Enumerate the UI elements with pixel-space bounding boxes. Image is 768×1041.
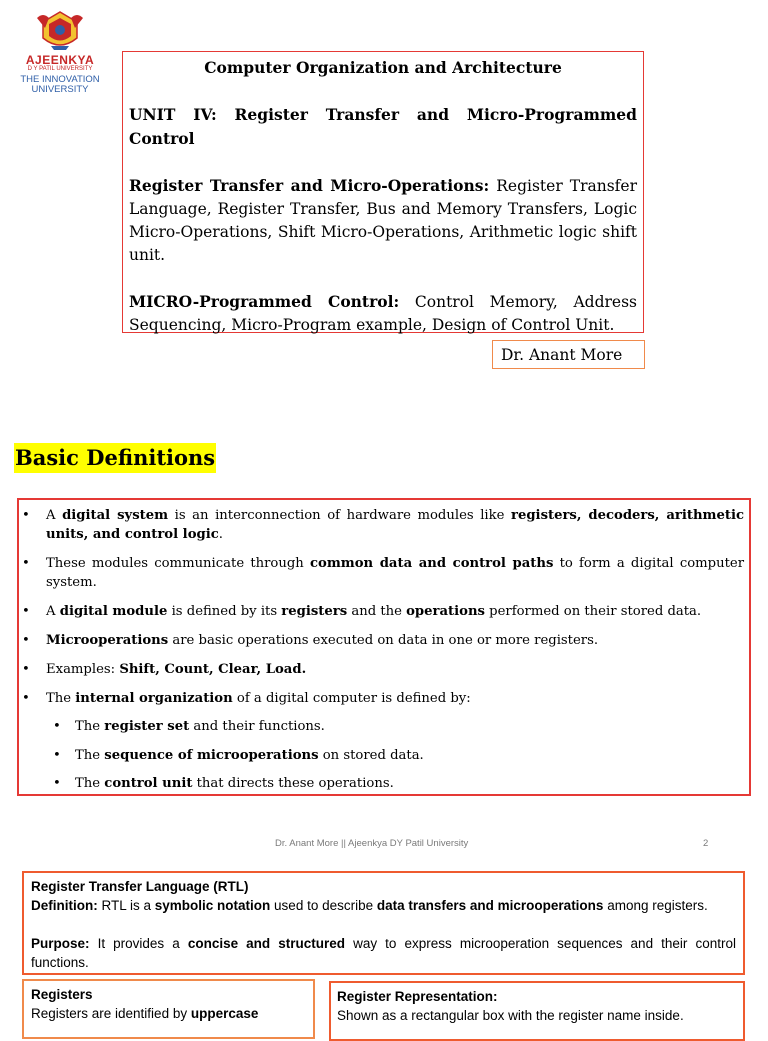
bullet-icon: • (22, 556, 30, 571)
bullet-icon: • (22, 604, 30, 619)
bullet-icon: • (53, 748, 61, 763)
representation-title: Register Representation: (337, 989, 498, 1004)
registers-text (31, 1004, 306, 1023)
section2-label: MICRO-Programmed Control: (129, 292, 400, 311)
unit-title: UNIT IV: Register Transfer and Micro-Programmed Control (129, 105, 637, 148)
text: performed on their stored data. (484, 604, 702, 619)
bold-text: Definition: (31, 898, 98, 913)
bold-text: Purpose: (31, 936, 90, 951)
text: These modules communicate through (46, 556, 310, 571)
section2-text: Control Memory, Address Sequencing, Micro-Program example, Design of Control Unit. (129, 293, 637, 334)
text: used to describe (270, 898, 377, 913)
bold-text: data transfers and microoperations (376, 898, 604, 913)
text: RTL is a (97, 898, 155, 913)
text: and the (347, 604, 407, 619)
logo-tagline-2: UNIVERSITY (31, 84, 89, 95)
text: among registers. (603, 898, 708, 913)
text: Examples: (46, 662, 120, 677)
bold-text: common data and control paths (310, 556, 554, 571)
representation-text: Shown as a rectangular box with the register name inside. (337, 1008, 684, 1023)
section1-label: Register Transfer and Micro-Operations: (129, 176, 490, 195)
bold-text: control unit (104, 776, 193, 791)
text: . (218, 527, 223, 542)
bold-text: internal organization (75, 691, 233, 706)
bullet-icon: • (53, 719, 61, 734)
bold-text: register set (104, 719, 190, 734)
representation-box (329, 981, 745, 1041)
footer-text: Dr. Anant More || Ajeenkya DY Patil University (275, 838, 469, 849)
text: of a digital computer is defined by: (232, 691, 471, 706)
bold-text: symbolic notation (154, 898, 271, 913)
text: The (46, 691, 76, 706)
bold-text: concise and structured (187, 936, 346, 951)
registers-box (22, 979, 315, 1039)
bold-text: operations (406, 604, 485, 619)
bullet-icon: • (22, 691, 30, 706)
logo-name: AJEENKYA (25, 53, 95, 67)
text: to form a digital computer system. (46, 556, 745, 590)
bold-text: digital module (59, 604, 168, 619)
bold-text: Microoperations (46, 633, 169, 648)
university-logo (18, 8, 102, 95)
section1-text: Register Transfer Language, Register Transfer, Bus and Memory Transfers, Logic Micro-Operations, Shift Micro-Operations, Arithmetic logic shift unit. (129, 177, 637, 264)
text: Registers are identified by (31, 1006, 191, 1021)
logo-tagline-1: THE INNOVATION (20, 74, 100, 85)
bold-text: sequence of microoperations (104, 748, 319, 763)
text: The (75, 748, 105, 763)
text: is an interconnection of hardware modules like (168, 508, 511, 523)
rtl-title: Register Transfer Language (RTL) (31, 879, 249, 894)
section-heading: Basic Definitions (14, 443, 216, 473)
bullet-icon: • (22, 662, 30, 677)
text: way to express microoperation sequences and their control functions. (31, 936, 736, 970)
bullet-icon: • (53, 776, 61, 791)
logo-tagline (18, 75, 102, 95)
bold-text: uppercase (190, 1006, 259, 1021)
text: A (46, 508, 63, 523)
bullet-icon: • (22, 633, 30, 648)
bold-text: Shift, Count, Clear, Load. (119, 662, 307, 677)
text: The (75, 719, 105, 734)
definitions-box (17, 498, 751, 796)
section1 (129, 174, 637, 267)
course-title: Computer Organization and Architecture (204, 58, 562, 77)
section2 (129, 290, 637, 337)
text: and their functions. (189, 719, 325, 734)
text: The (75, 776, 105, 791)
page-number: 2 (703, 838, 709, 849)
text: are basic operations executed on data in one or more registers. (168, 633, 599, 648)
rtl-purpose (31, 934, 736, 972)
bold-text: registers (281, 604, 348, 619)
bold-text: registers, decoders, arithmetic units, and control logic (46, 508, 745, 542)
text: on stored data. (318, 748, 424, 763)
logo-sub: D Y PATIL UNIVERSITY (27, 66, 93, 72)
crest-icon (33, 8, 87, 52)
course-title-box (122, 51, 644, 333)
registers-title: Registers (31, 987, 93, 1002)
bold-text: digital system (62, 508, 169, 523)
rtl-definition (31, 896, 736, 915)
text: It provides a (89, 936, 188, 951)
text: is defined by its (167, 604, 282, 619)
author-box: Dr. Anant More (492, 340, 645, 369)
text: that directs these operations. (192, 776, 394, 791)
rtl-box (22, 871, 745, 975)
bullet-icon: • (22, 508, 30, 523)
text: A (46, 604, 60, 619)
